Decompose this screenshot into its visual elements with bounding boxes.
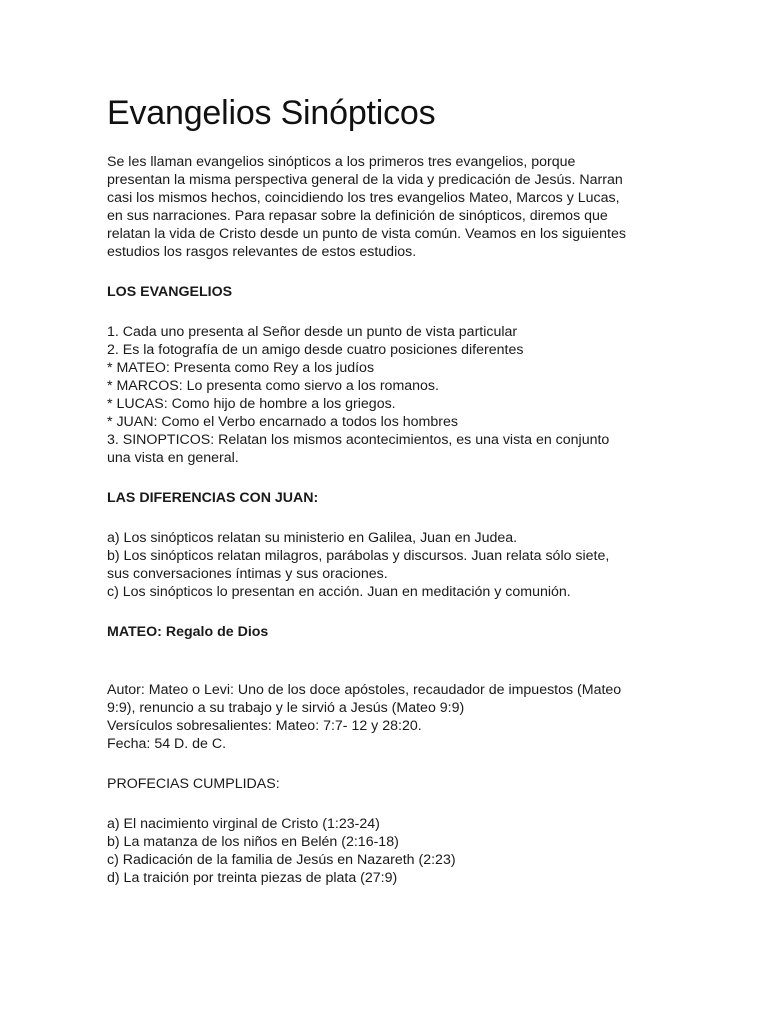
profecias-list xyxy=(107,815,747,887)
detail-line: Autor: Mateo o Levi: Uno de los doce apóstoles, recaudador de impuestos (Mateo xyxy=(107,682,622,698)
list-item: 1. Cada uno presenta al Señor desde un punto de vista particular xyxy=(107,324,518,340)
list-item: a) El nacimiento virginal de Cristo (1:23-24) xyxy=(107,816,380,832)
intro-line: casi los mismos hechos, coincidiendo los tres evangelios Mateo, Marcos y Lucas, xyxy=(107,190,620,206)
spacer xyxy=(107,301,747,323)
spacer xyxy=(107,507,747,529)
list-item: d) La traición por treinta piezas de plata (27:9) xyxy=(107,870,398,886)
spacer xyxy=(107,261,747,283)
spacer xyxy=(107,793,747,815)
mateo-details xyxy=(107,681,747,753)
intro-paragraph xyxy=(107,153,747,261)
spacer xyxy=(107,601,747,623)
list-item: a) Los sinópticos relatan su ministerio en Galilea, Juan en Judea. xyxy=(107,530,518,546)
section-heading-profecias: PROFECIAS CUMPLIDAS: xyxy=(107,776,280,792)
detail-line: Versículos sobresalientes: Mateo: 7:7- 12 y 28:20. xyxy=(107,718,422,734)
intro-line: estudios los rasgos relevantes de estos estudios. xyxy=(107,244,417,260)
spacer xyxy=(107,467,747,489)
list-item: * MARCOS: Lo presenta como siervo a los romanos. xyxy=(107,378,439,394)
detail-line: Fecha: 54 D. de C. xyxy=(107,736,227,752)
list-item: una vista en general. xyxy=(107,450,239,466)
list-item: sus conversaciones íntimas y sus oraciones. xyxy=(107,566,388,582)
intro-line: presentan la misma perspectiva general de la vida y predicación de Jesús. Narran xyxy=(107,172,623,188)
spacer xyxy=(107,753,747,775)
intro-line: relatan la vida de Cristo desde un punto de vista común. Veamos en los siguientes xyxy=(107,226,626,242)
list-item: c) Los sinópticos lo presentan en acción. Juan en meditación y comunión. xyxy=(107,584,571,600)
document-title: Evangelios Sinópticos xyxy=(107,94,436,132)
detail-line: 9:9), renuncio a su trabajo y le sirvió a Jesús (Mateo 9:9) xyxy=(107,700,465,716)
list-item: b) La matanza de los niños en Belén (2:16-18) xyxy=(107,834,399,850)
document-page xyxy=(107,93,747,887)
list-item: c) Radicación de la familia de Jesús en Nazareth (2:23) xyxy=(107,852,456,868)
intro-line: en sus narraciones. Para repasar sobre la definición de sinópticos, diremos que xyxy=(107,208,608,224)
evangelios-list xyxy=(107,323,747,467)
section-heading-evangelios: LOS EVANGELIOS xyxy=(107,284,233,300)
list-item: 2. Es la fotografía de un amigo desde cuatro posiciones diferentes xyxy=(107,342,524,358)
section-heading-mateo: MATEO: Regalo de Dios xyxy=(107,624,269,640)
diferencias-list xyxy=(107,529,747,601)
list-item: * JUAN: Como el Verbo encarnado a todos los hombres xyxy=(107,414,458,430)
list-item: b) Los sinópticos relatan milagros, parábolas y discursos. Juan relata sólo siete, xyxy=(107,548,610,564)
spacer xyxy=(107,641,747,681)
list-item: * MATEO: Presenta como Rey a los judíos xyxy=(107,360,375,376)
list-item: * LUCAS: Como hijo de hombre a los griegos. xyxy=(107,396,396,412)
intro-line: Se les llaman evangelios sinópticos a los primeros tres evangelios, porque xyxy=(107,154,576,170)
section-heading-diferencias: LAS DIFERENCIAS CON JUAN: xyxy=(107,490,319,506)
list-item: 3. SINOPTICOS: Relatan los mismos acontecimientos, es una vista en conjunto xyxy=(107,432,610,448)
